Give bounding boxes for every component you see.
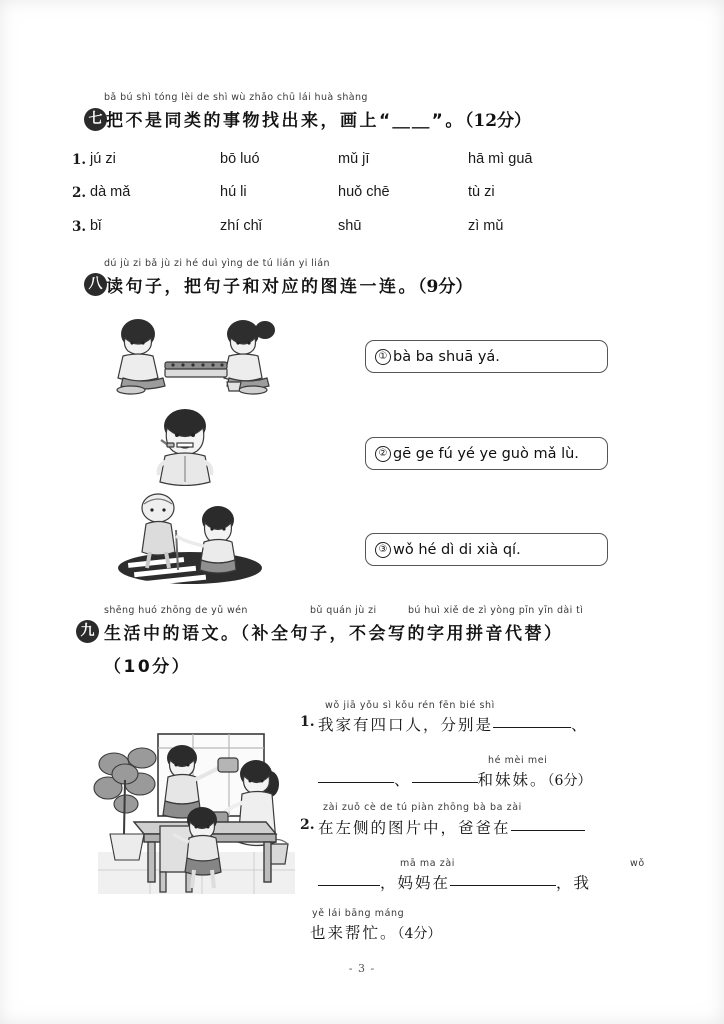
- answer-blank[interactable]: [318, 782, 394, 783]
- answer-blank[interactable]: [493, 727, 571, 728]
- section-number-eight: 八: [84, 273, 107, 296]
- word-item[interactable]: shū: [338, 218, 362, 234]
- sentence-box-1[interactable]: [365, 340, 608, 373]
- section-nine-pinyin-c: bú huì xiě de zì yòng pīn yīn dài tì: [408, 605, 584, 616]
- question-2-line2: [318, 871, 591, 893]
- sentence-marker-2: ②: [375, 446, 391, 462]
- section-eight-title: [106, 272, 472, 297]
- word-item[interactable]: jú zi: [90, 151, 116, 167]
- sentence-text-1: bà ba shuā yá.: [393, 348, 500, 365]
- question-1-number: 1.: [300, 714, 315, 730]
- word-item[interactable]: huǒ chē: [338, 184, 390, 200]
- word-item[interactable]: zì mǔ: [468, 218, 504, 234]
- question-1-line2: [318, 768, 591, 790]
- sentence-box-3[interactable]: [365, 533, 608, 566]
- question-2-line2-b: ，我: [556, 874, 592, 892]
- section-nine-pinyin-b: bǔ quán jù zi: [310, 605, 377, 616]
- section-nine-title: 生活中的语文。（补全句子，不会写的字用拼音代替）: [104, 624, 564, 644]
- section-nine-pinyin-a: shēng huó zhōng de yǔ wén: [104, 605, 248, 616]
- section-number-nine: 九: [76, 620, 99, 643]
- section-seven-score: （12分）: [464, 111, 532, 131]
- word-item[interactable]: hú li: [220, 184, 247, 200]
- picture-child-helping-elder-cross[interactable]: [110, 490, 270, 585]
- sentence-text-3: wǒ hé dì di xià qí.: [393, 541, 521, 558]
- word-item[interactable]: tù zi: [468, 184, 495, 200]
- section-seven-title-text: 把不是同类的事物找出来，画上“＿＿”。: [106, 111, 465, 131]
- answer-blank[interactable]: [412, 782, 478, 783]
- word-item[interactable]: zhí chǐ: [220, 218, 262, 234]
- section-eight-score: （9分）: [418, 277, 473, 297]
- question-2-line3: [310, 921, 441, 943]
- question-1-line1: [318, 713, 589, 735]
- section-seven-pinyin: bǎ bú shì tóng lèi de shì wù zhǎo chū lái huà shàng: [104, 92, 368, 103]
- section-seven-title: [106, 106, 531, 131]
- section-number-seven: 七: [84, 108, 107, 131]
- word-item[interactable]: mǔ jī: [338, 151, 370, 167]
- question-2-pinyin-line1: zài zuǒ cè de tú piàn zhōng bà ba zài: [323, 802, 522, 813]
- section-eight-pinyin: dú jù zi bǎ jù zi hé duì yìng de tú lián yi lián: [104, 258, 330, 269]
- question-2-pinyin-line2: mā ma zài: [400, 858, 456, 869]
- question-1-pinyin-line2: hé mèi mei: [488, 755, 548, 766]
- picture-family-cleaning-scene[interactable]: [90, 722, 305, 907]
- word-item[interactable]: bō luó: [220, 151, 260, 167]
- question-1-score: （6分）: [547, 773, 592, 789]
- word-row-number: 1.: [72, 152, 87, 168]
- sentence-marker-3: ③: [375, 542, 391, 558]
- question-1-pinyin-line1: wǒ jiā yǒu sì kǒu rén fēn bié shì: [325, 700, 495, 711]
- word-item[interactable]: hā mì guā: [468, 151, 533, 167]
- word-row-number: 2.: [72, 185, 87, 201]
- word-item[interactable]: bǐ: [90, 218, 102, 234]
- word-item[interactable]: dà mǎ: [90, 184, 131, 200]
- question-1-line2-text: 和妹妹。: [477, 771, 548, 789]
- question-2-line2-a: ，妈妈在: [380, 874, 451, 892]
- answer-blank[interactable]: [511, 830, 585, 831]
- picture-boy-brushing-teeth[interactable]: [137, 406, 237, 486]
- picture-children-playing-chess[interactable]: [95, 312, 305, 397]
- word-row-number: 3.: [72, 219, 87, 235]
- question-2-pinyin-line2-end: wǒ: [630, 858, 645, 869]
- section-eight-title-text: 读句子，把句子和对应的图连一连。: [106, 277, 418, 297]
- question-2-line3-text: 也来帮忙。: [310, 924, 398, 942]
- sentence-marker-1: ①: [375, 349, 391, 365]
- question-2-line1: [318, 816, 585, 838]
- question-1-line2-sep: 、: [394, 771, 412, 789]
- question-1-line1-text: 我家有四口人，分别是: [318, 716, 494, 734]
- page-number: - 3 -: [348, 962, 376, 975]
- answer-blank[interactable]: [450, 885, 556, 886]
- section-nine-score: （10分）: [104, 657, 192, 677]
- question-1-line1-sep: 、: [571, 716, 589, 734]
- sentence-box-2[interactable]: [365, 437, 608, 470]
- sentence-text-2: gē ge fú yé ye guò mǎ lù.: [393, 445, 579, 462]
- question-2-pinyin-line3: yě lái bāng máng: [312, 908, 405, 919]
- answer-blank[interactable]: [318, 885, 380, 886]
- question-2-number: 2.: [300, 817, 315, 833]
- question-2-line1-text: 在左侧的图片中，爸爸在: [318, 819, 511, 837]
- question-2-score: （4分）: [397, 926, 442, 942]
